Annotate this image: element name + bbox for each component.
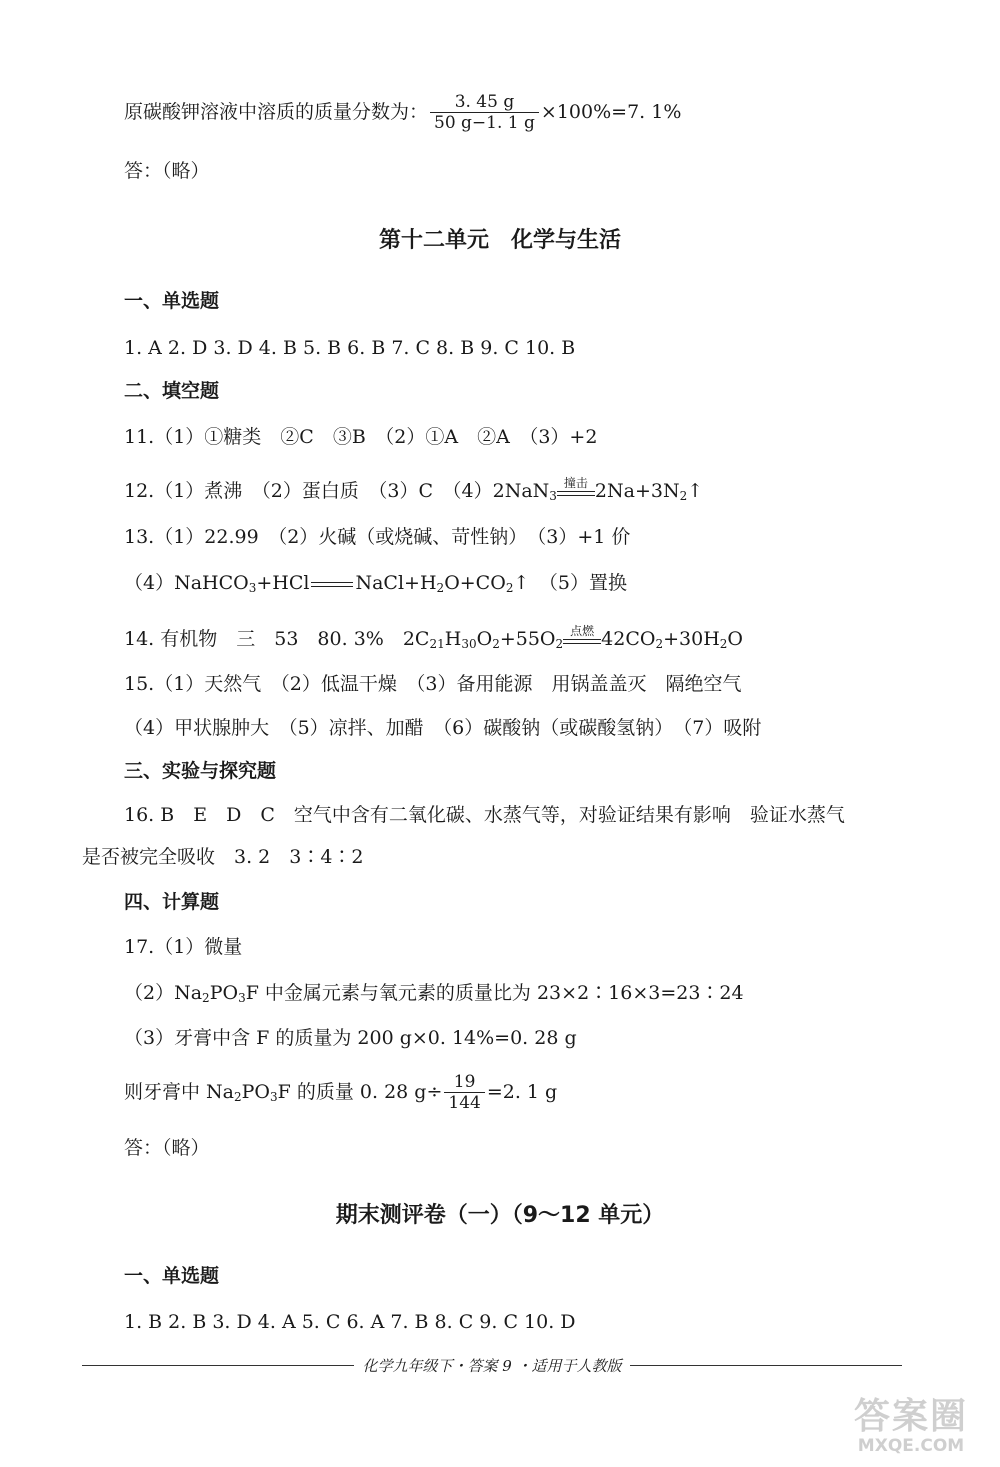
- watermark-big-text: 答案圈: [853, 1396, 968, 1437]
- section-heading-experiment: 三、实验与探究题: [124, 760, 277, 782]
- q17-4c: F 的质量 0. 28 g÷: [277, 1081, 443, 1103]
- ratio-numerator: 19: [444, 1074, 484, 1093]
- q17-4d: =2. 1 g: [486, 1081, 558, 1103]
- q14-e: 42CO: [601, 628, 656, 650]
- final-single-choice-answers: 1. B 2. B 3. D 4. A 5. C 6. A 7. B 8. C 9. C 10. D: [124, 1311, 576, 1333]
- mass-fraction-text: 原碳酸钾溶液中溶质的质量分数为：: [124, 101, 429, 123]
- watermark-logo: [836, 1397, 986, 1459]
- condition-label: 撞击: [563, 476, 588, 490]
- q17-4s1: 2: [234, 1090, 242, 1104]
- question-12: [124, 476, 704, 503]
- single-choice-answers: 1. A 2. D 3. D 4. B 5. B 6. B 7. C 8. B 9. C 10. B: [124, 337, 576, 359]
- page-footer: [82, 1355, 902, 1375]
- question-16-line2: 是否被完全吸收 3. 2 3∶4∶2: [82, 846, 364, 868]
- ratio-fraction: [444, 1074, 484, 1112]
- question-17-part1: 17.（1）微量: [124, 936, 243, 958]
- q17-4s2: 3: [270, 1090, 278, 1104]
- q17-2a: （2）Na: [124, 982, 203, 1004]
- fraction-denominator: 50 g−1. 1 g: [434, 113, 535, 133]
- q13-eq-c: NaCl+H: [355, 572, 437, 594]
- question-14: [124, 624, 743, 651]
- question-17-part4: [124, 1074, 557, 1112]
- ratio-denominator: 144: [448, 1093, 481, 1113]
- q12-text: 12.（1）煮沸 （2）蛋白质 （3）C （4）2NaN: [124, 480, 550, 502]
- q17-2s2: 3: [238, 991, 246, 1005]
- q14-s4: 2: [555, 637, 564, 651]
- question-17-part3: （3）牙膏中含 F 的质量为 200 g×0. 14%=0. 28 g: [124, 1027, 577, 1049]
- q17-2b: PO: [209, 982, 239, 1004]
- q14-a: 14. 有机物 三 53 80. 3% 2C: [124, 628, 430, 650]
- mass-fraction-result: ×100%=7. 1%: [540, 101, 682, 123]
- footer-rule-right: [630, 1365, 902, 1366]
- q14-c: O: [476, 628, 493, 650]
- q14-g: O: [727, 628, 743, 650]
- question-13-line2: [124, 574, 627, 594]
- reaction-condition: [557, 476, 595, 502]
- q13-sub-1: 3: [248, 581, 257, 595]
- q13-eq-d: O+CO: [444, 572, 506, 594]
- q13-sub-2: 2: [436, 581, 445, 595]
- footer-text: 化学九年级下・答案 9 ・适用于人教版: [362, 1356, 622, 1375]
- section-heading-fill-blank: 二、填空题: [124, 380, 220, 402]
- q17-2s1: 2: [202, 991, 210, 1005]
- watermark-url: MXQE.COM: [857, 1436, 965, 1456]
- q12-subscript-2: 2: [679, 489, 688, 503]
- q14-s3: 2: [492, 637, 500, 651]
- mass-fraction: [430, 94, 539, 132]
- q13-eq-b: +HCl: [256, 572, 310, 594]
- q12-product: 2Na+3N: [594, 480, 680, 502]
- question-15-line2: （4）甲状腺肿大 （5）凉拌、加醋 （6）碳酸钠（或碳酸氢钠） （7）吸附: [124, 717, 762, 739]
- condition-label-2: 点燃: [570, 624, 595, 638]
- q14-s5: 2: [655, 637, 664, 651]
- question-15-line1: 15.（1）天然气 （2）低温干燥 （3）备用能源 用锅盖盖灭 隔绝空气: [124, 673, 742, 695]
- q17-2c: F 中金属元素与氧元素的质量比为 23×2∶16×3=23∶24: [245, 982, 744, 1004]
- fraction-numerator: 3. 45 g: [430, 94, 539, 113]
- q13-eq-e: ↑ （5）置换: [513, 572, 627, 594]
- question-17-part2: [124, 984, 744, 1004]
- answer-omitted-1: 答：（略）: [124, 160, 210, 182]
- q13-sub-3: 2: [505, 581, 514, 595]
- footer-rule-left: [82, 1365, 354, 1366]
- q13-eq-a: （4）NaHCO: [124, 572, 249, 594]
- q14-f: +30H: [663, 628, 720, 650]
- reaction-condition-2: [563, 624, 601, 650]
- question-16-line1: 16. B E D C 空气中含有二氧化碳、水蒸气等，对验证结果有影响 验证水蒸气: [124, 804, 845, 826]
- mass-fraction-line: [124, 94, 681, 132]
- question-11: 11.（1）①糖类 ②C ③B （2）①A ②A （3）+2: [124, 426, 598, 448]
- question-13-line1: 13.（1）22.99 （2）火碱（或烧碱、苛性钠） （3）+1 价: [124, 526, 631, 548]
- q14-s2: 30: [461, 637, 477, 651]
- q17-4b: PO: [241, 1081, 271, 1103]
- gas-arrow: ↑: [687, 480, 704, 502]
- final-section-heading-single-choice: 一、单选题: [124, 1265, 220, 1287]
- q12-subscript: 3: [549, 489, 557, 503]
- q17-4a: 则牙膏中 Na: [124, 1081, 234, 1103]
- q14-b: H: [444, 628, 462, 650]
- final-exam-title: 期末测评卷（一）（9～12 单元）: [335, 1203, 665, 1228]
- q14-s1: 21: [429, 637, 445, 651]
- q14-d: +55O: [499, 628, 556, 650]
- answer-omitted-2: 答：（略）: [124, 1137, 210, 1159]
- q14-s6: 2: [719, 637, 728, 651]
- unit12-title: 第十二单元 化学与生活: [378, 228, 621, 253]
- section-heading-single-choice: 一、单选题: [124, 290, 220, 312]
- equation-equals: [311, 582, 353, 587]
- section-heading-calculation: 四、计算题: [124, 891, 220, 913]
